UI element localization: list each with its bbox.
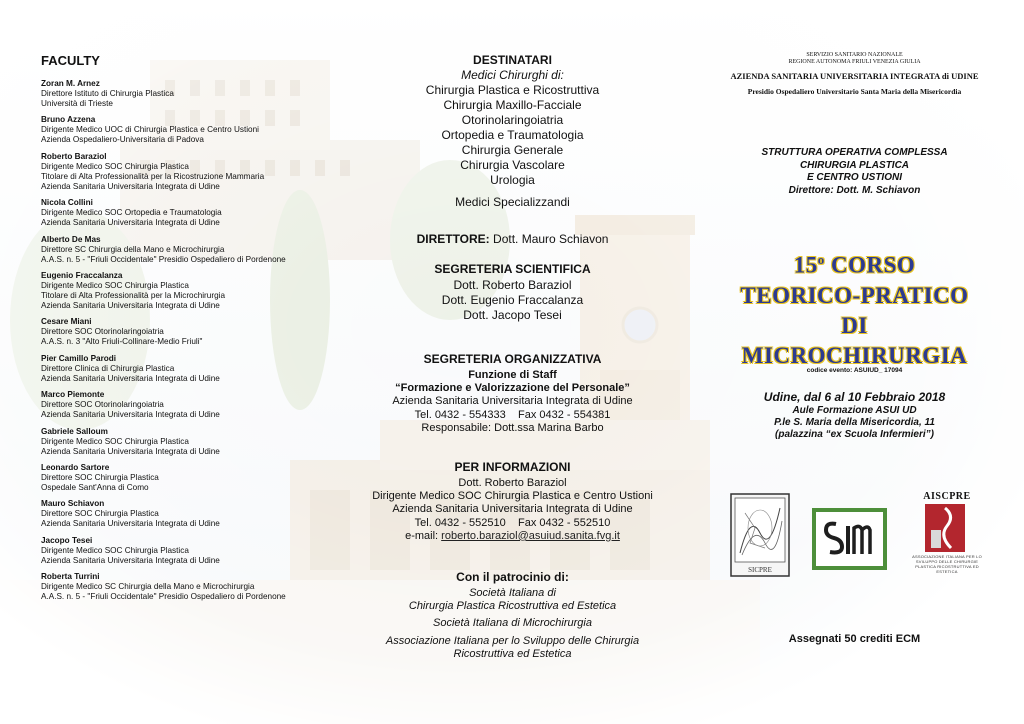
faculty-member-name: Bruno Azzena bbox=[41, 115, 96, 125]
faculty-column bbox=[0, 0, 340, 724]
struttura-block bbox=[685, 147, 1024, 197]
faculty-title: FACULTY bbox=[41, 53, 100, 68]
faculty-member bbox=[41, 390, 341, 420]
header-line4: Presidio Ospedaliero Universitario Santa Maria della Misericordia bbox=[747, 87, 962, 96]
faculty-member bbox=[41, 198, 341, 228]
faculty-member-role: Dirigente Medico SOC Chirurgia Plastica bbox=[41, 161, 189, 171]
faculty-member-role: Titolare di Alta Professionalità per la Microchirurgia bbox=[41, 290, 225, 300]
faculty-member-role: Direttore Clinica di Chirurgia Plastica bbox=[41, 363, 175, 373]
destinatari-item: Chirurgia Maxillo-Facciale bbox=[443, 98, 582, 112]
struttura-line4: Direttore: Dott. M. Schiavon bbox=[788, 184, 921, 196]
faculty-member-name: Eugenio Fraccalanza bbox=[41, 270, 123, 280]
segreteria-scientifica-section bbox=[340, 262, 685, 323]
header-line2: REGIONE AUTONOMA FRIULI VENEZIA GIULIA bbox=[788, 59, 921, 65]
faculty-member-role: Azienda Sanitaria Universitaria Integrata di Udine bbox=[41, 218, 220, 228]
patrocinio-item-5: Ricostruttiva ed Estetica bbox=[453, 647, 572, 660]
destinatari-extra: Medici Specializzandi bbox=[455, 195, 570, 209]
faculty-member-name: Nicola Collini bbox=[41, 198, 93, 208]
faculty-member-role: Dirigente Medico SOC Chirurgia Plastica bbox=[41, 280, 189, 290]
direttore-label: DIRETTORE: bbox=[416, 232, 490, 246]
segreteria-scientifica-name: Dott. Jacopo Tesei bbox=[463, 308, 562, 322]
faculty-member-role: Università di Trieste bbox=[41, 99, 113, 108]
so-line5: Responsabile: Dott.ssa Marina Barbo bbox=[421, 421, 604, 434]
faculty-member-name: Mauro Schiavon bbox=[41, 499, 105, 509]
faculty-member-role: Dirigente Medico SOC Chirurgia Plastica bbox=[41, 545, 189, 555]
event-line2: P.le S. Maria della Misericordia, 11 bbox=[774, 417, 935, 428]
destinatari-title: DESTINATARI bbox=[473, 53, 552, 67]
informazioni-title: PER INFORMAZIONI bbox=[454, 460, 571, 474]
destinatari-item: Chirurgia Vascolare bbox=[460, 158, 565, 172]
faculty-member-role: Azienda Sanitaria Universitaria Integrata di Udine bbox=[41, 446, 220, 456]
info-line1: Dott. Roberto Baraziol bbox=[458, 477, 567, 489]
faculty-member-role: Direttore SOC Otorinolaringoiatria bbox=[41, 400, 164, 410]
faculty-member bbox=[41, 152, 341, 192]
struttura-line2: CHIRURGIA PLASTICA bbox=[799, 159, 910, 171]
faculty-member-name: Jacopo Tesei bbox=[41, 535, 93, 545]
destinatari-item: Otorinolaringoiatria bbox=[461, 113, 564, 127]
course-title-line3: DI bbox=[841, 312, 868, 338]
so-line1: Funzione di Staff bbox=[468, 369, 557, 381]
faculty-member-name: Cesare Miani bbox=[41, 317, 92, 327]
faculty-member-name: Roberta Turrini bbox=[41, 572, 100, 582]
faculty-member-name: Marco Piemonte bbox=[41, 390, 105, 400]
destinatari-list bbox=[340, 83, 685, 188]
struttura-line1: STRUTTURA OPERATIVA COMPLESSA bbox=[761, 147, 948, 158]
patrocinio-item-4: Associazione Italiana per lo Sviluppo delle Chirurgia bbox=[385, 634, 640, 647]
faculty-member-role: Titolare di Alta Professionalità per la Ricostruzione Mammaria bbox=[41, 171, 265, 181]
aiscpre-logo-subtitle: ASSOCIAZIONE ITALIANA PER LO SVILUPPO DELLE CHIRURGIE PLASTICA RICOSTRUTTIVA ED ESTETICA bbox=[912, 554, 982, 574]
faculty-member-role: Azienda Sanitaria Universitaria Integrata di Udine bbox=[41, 181, 220, 191]
destinatari-intro: Medici Chirurghi di: bbox=[461, 68, 564, 82]
event-line1: Aule Formazione ASUI UD bbox=[792, 405, 917, 416]
cover-column bbox=[685, 0, 1024, 724]
faculty-member-role: Azienda Sanitaria Universitaria Integrata di Udine bbox=[41, 519, 220, 529]
faculty-member bbox=[41, 572, 341, 602]
event-line3: (palazzina “ex Scuola Infermieri”) bbox=[775, 429, 934, 440]
info-column bbox=[340, 0, 685, 724]
faculty-member-role: Azienda Sanitaria Universitaria Integrata di Udine bbox=[41, 373, 220, 383]
patrocinio-item-1: Società Italiana di bbox=[469, 587, 556, 599]
faculty-member-name: Gabriele Salloum bbox=[41, 426, 108, 436]
info-email-label: e-mail: bbox=[405, 529, 442, 542]
course-number-sup: o bbox=[817, 252, 825, 267]
faculty-member bbox=[41, 115, 341, 145]
event-date: Udine, dal 6 al 10 Febbraio 2018 bbox=[763, 390, 946, 404]
faculty-member-name: Pier Camillo Parodi bbox=[41, 353, 117, 363]
faculty-member bbox=[41, 463, 341, 493]
segreteria-organizzativa-section bbox=[340, 352, 685, 435]
struttura-line3: E CENTRO USTIONI bbox=[806, 172, 902, 183]
faculty-member-role: Direttore SOC Chirurgia Plastica bbox=[41, 472, 159, 482]
institution-header bbox=[685, 52, 1024, 97]
faculty-member-role: A.A.S. n. 5 - "Friuli Occidentale" Presidio Ospedaliero di Pordenone bbox=[41, 254, 286, 264]
course-title-line1 bbox=[685, 245, 1024, 281]
faculty-member-role: Azienda Sanitaria Universitaria Integrata di Udine bbox=[41, 300, 220, 310]
faculty-member bbox=[41, 354, 341, 384]
faculty-member-role: Dirigente Medico SOC Ortopedia e Traumatologia bbox=[41, 208, 222, 218]
faculty-member-name: Roberto Baraziol bbox=[41, 151, 107, 161]
sim-logo bbox=[812, 508, 887, 570]
segreteria-organizzativa-title: SEGRETERIA ORGANIZZATIVA bbox=[423, 352, 602, 366]
sicpre-logo-text: SICPRE bbox=[748, 566, 772, 574]
so-line3: Azienda Sanitaria Universitaria Integrata di Udine bbox=[392, 395, 633, 408]
header-line1: SERVIZIO SANITARIO NAZIONALE bbox=[806, 52, 903, 58]
faculty-member-role: Azienda Sanitaria Universitaria Integrata di Udine bbox=[41, 410, 220, 420]
destinatari-item: Urologia bbox=[490, 173, 535, 187]
course-number: 15 bbox=[793, 252, 818, 278]
segreteria-scientifica-list bbox=[340, 278, 685, 323]
faculty-list bbox=[41, 79, 341, 608]
sicpre-logo bbox=[730, 493, 790, 577]
patrocinio-item-2: Chirurgia Plastica Ricostruttiva ed Estetica bbox=[408, 600, 617, 613]
info-line2: Dirigente Medico SOC Chirurgia Plastica e Centro Ustioni bbox=[372, 490, 653, 503]
patrocinio-title: Con il patrocinio di: bbox=[456, 570, 569, 584]
faculty-member-role: Direttore SOC Chirurgia Plastica bbox=[41, 509, 159, 519]
email-link[interactable]: roberto.baraziol@asuiud.sanita.fvg.it bbox=[441, 529, 620, 542]
aiscpre-logo bbox=[911, 491, 983, 581]
faculty-member-role: Dirigente Medico SC Chirurgia della Mano e Microchirurgia bbox=[41, 582, 255, 592]
faculty-member-role: A.A.S. n. 5 - "Friuli Occidentale" Presidio Ospedaliero di Pordenone bbox=[41, 592, 286, 602]
destinatari-item: Ortopedia e Traumatologia bbox=[441, 128, 584, 142]
faculty-member bbox=[41, 235, 341, 265]
faculty-member-name: Leonardo Sartore bbox=[41, 462, 110, 472]
faculty-member-role: Dirigente Medico SOC Chirurgia Plastica bbox=[41, 436, 189, 446]
crediti-ecm: Assegnati 50 crediti ECM bbox=[788, 633, 921, 645]
faculty-member bbox=[41, 317, 341, 347]
faculty-member-role: Azienda Sanitaria Universitaria Integrata di Udine bbox=[41, 555, 220, 565]
event-details bbox=[685, 390, 1024, 441]
course-title-line4: MICROCHIRURGIA bbox=[741, 342, 968, 368]
faculty-member bbox=[41, 79, 341, 109]
codice-evento: codice evento: ASUIUD_ 17094 bbox=[806, 367, 903, 374]
faculty-member-role: Direttore SC Chirurgia della Mano e Microchirurgia bbox=[41, 244, 225, 254]
faculty-member-role: Direttore SOC Otorinolaringoiatria bbox=[41, 327, 164, 337]
course-title bbox=[685, 245, 1024, 371]
destinatari-section bbox=[340, 53, 685, 210]
patrocinio-section bbox=[340, 570, 685, 661]
destinatari-item: Chirurgia Plastica e Ricostruttiva bbox=[425, 83, 600, 97]
faculty-member bbox=[41, 536, 341, 566]
segreteria-scientifica-name: Dott. Roberto Baraziol bbox=[453, 278, 572, 292]
faculty-member bbox=[41, 499, 341, 529]
segreteria-scientifica-name: Dott. Eugenio Fraccalanza bbox=[441, 293, 584, 307]
faculty-member bbox=[41, 271, 341, 311]
aiscpre-logo-text: AISCPRE bbox=[923, 491, 971, 502]
destinatari-item: Chirurgia Generale bbox=[461, 143, 564, 157]
direttore-value: Dott. Mauro Schiavon bbox=[493, 232, 609, 246]
so-line2: “Formazione e Valorizzazione del Personale” bbox=[395, 382, 630, 395]
patrocinio-item-3: Società Italiana di Microchirurgia bbox=[433, 617, 592, 630]
segreteria-scientifica-title: SEGRETERIA SCIENTIFICA bbox=[434, 262, 591, 276]
faculty-member bbox=[41, 427, 341, 457]
faculty-member-name: Zoran M. Arnez bbox=[41, 79, 100, 88]
faculty-member-name: Alberto De Mas bbox=[41, 234, 101, 244]
header-line3: AZIENDA SANITARIA UNIVERSITARIA INTEGRATA di UDINE bbox=[730, 71, 979, 81]
direttore-line bbox=[340, 232, 685, 247]
info-line3: Azienda Sanitaria Universitaria Integrata di Udine bbox=[392, 503, 633, 516]
faculty-member-role: Ospedale Sant'Anna di Como bbox=[41, 482, 149, 492]
course-title-word: CORSO bbox=[824, 252, 916, 278]
faculty-member-role: Dirigente Medico UOC di Chirurgia Plastica e Centro Ustioni bbox=[41, 125, 259, 135]
faculty-member-role: A.A.S. n. 3 "Alto Friuli-Collinare-Medio Friuli" bbox=[41, 337, 203, 347]
info-email-line bbox=[340, 530, 685, 543]
course-title-line2: TEORICO-PRATICO bbox=[740, 282, 969, 308]
faculty-member-role: Direttore Istituto di Chirurgia Plastica bbox=[41, 89, 174, 98]
faculty-member-role: Azienda Ospedaliero-Universitaria di Padova bbox=[41, 135, 204, 145]
info-line4: Tel. 0432 - 552510 Fax 0432 - 552510 bbox=[414, 516, 611, 529]
informazioni-section bbox=[340, 460, 685, 543]
so-line4: Tel. 0432 - 554333 Fax 0432 - 554381 bbox=[414, 408, 611, 421]
